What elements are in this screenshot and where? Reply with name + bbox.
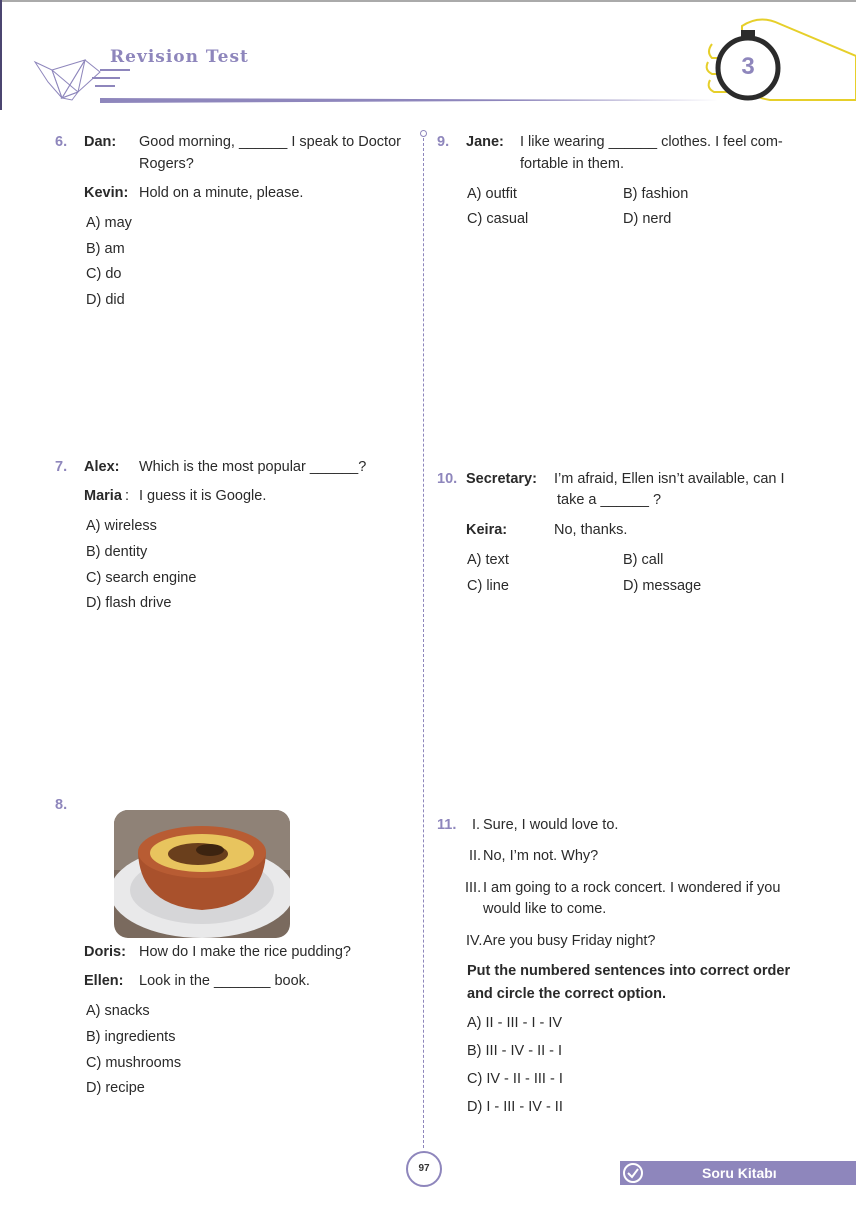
question-number: 10.: [437, 471, 458, 487]
rice-pudding-image: [114, 810, 290, 938]
speaker-name: Doris:: [84, 944, 126, 960]
dialogue-text: I guess it is Google.: [139, 488, 267, 504]
option-a[interactable]: A) snacks: [86, 1003, 150, 1019]
instruction-text: Put the numbered sentences into correct order: [467, 963, 791, 979]
speaker-name: Jane:: [466, 134, 504, 150]
check-mark-icon: [626, 1166, 640, 1180]
sentence-numeral: II.: [469, 848, 482, 864]
option-b[interactable]: B) call: [623, 552, 664, 568]
question-number: 6.: [55, 134, 68, 150]
option-d[interactable]: D) nerd: [623, 211, 672, 227]
dialogue-text: I like wearing ______ clothes. I feel com-: [520, 134, 783, 150]
option-d[interactable]: D) I - III - IV - II: [467, 1099, 563, 1115]
dialogue-text: Good morning, ______ I speak to Doctor: [139, 134, 401, 150]
option-d[interactable]: D) message: [623, 578, 702, 594]
option-d[interactable]: D) did: [86, 292, 125, 308]
speaker-name: Keira:: [466, 522, 508, 538]
option-b[interactable]: B) fashion: [623, 186, 689, 202]
stopwatch-hand-icon: [707, 19, 856, 100]
option-c[interactable]: C) IV - II - III - I: [467, 1071, 563, 1087]
option-b[interactable]: B) dentity: [86, 544, 148, 560]
option-c[interactable]: C) mushrooms: [86, 1055, 182, 1071]
dialogue-text: No, thanks.: [554, 522, 628, 538]
speaker-name: Ellen:: [84, 973, 124, 989]
dialogue-text: How do I make the rice pudding?: [139, 944, 351, 960]
book-label: Soru Kitabı: [702, 1165, 777, 1181]
speaker-name: Maria: [84, 488, 122, 504]
speaker-name: Kevin:: [84, 185, 129, 201]
speaker-name: Dan:: [84, 134, 117, 150]
option-b[interactable]: B) am: [86, 241, 125, 257]
option-c[interactable]: C) casual: [467, 211, 529, 227]
sentence-text: would like to come.: [483, 901, 607, 917]
question-number: 8.: [55, 797, 68, 813]
dialogue-text: Rogers?: [139, 156, 194, 172]
dialogue-text: fortable in them.: [520, 156, 624, 172]
page-title: Revision Test: [110, 47, 249, 67]
sentence-text: No, I’m not. Why?: [483, 848, 599, 864]
dialogue-text: Which is the most popular ______?: [139, 459, 367, 475]
option-c[interactable]: C) do: [86, 266, 122, 282]
option-c[interactable]: C) line: [467, 578, 509, 594]
question-number: 7.: [55, 459, 68, 475]
option-a[interactable]: A) wireless: [86, 518, 157, 534]
dialogue-text: I’m afraid, Ellen isn’t available, can I: [554, 471, 785, 487]
dialogue-text: take a ______ ?: [557, 492, 662, 508]
sentence-numeral: I.: [472, 817, 481, 833]
test-number: 3: [741, 53, 755, 80]
dialogue-text: Look in the _______ book.: [139, 973, 310, 989]
option-a[interactable]: A) may: [86, 215, 132, 231]
question-number: 9.: [437, 134, 450, 150]
sentence-text: Sure, I would love to.: [483, 817, 619, 833]
page-number: 97: [406, 1151, 442, 1187]
speaker-colon: :: [125, 488, 130, 504]
sentence-text: Are you busy Friday night?: [483, 933, 656, 949]
speaker-name: Alex:: [84, 459, 120, 475]
sentence-text: I am going to a rock concert. I wondered if you: [483, 880, 781, 896]
divider-dot-top: [420, 130, 427, 137]
instruction-text: and circle the correct option.: [467, 986, 667, 1002]
sentence-numeral: III.: [465, 880, 482, 896]
option-c[interactable]: C) search engine: [86, 570, 197, 586]
dialogue-text: Hold on a minute, please.: [139, 185, 304, 201]
option-d[interactable]: D) flash drive: [86, 595, 172, 611]
option-a[interactable]: A) II - III - I - IV: [467, 1015, 563, 1031]
option-b[interactable]: B) ingredients: [86, 1029, 176, 1045]
speaker-name: Secretary:: [466, 471, 537, 487]
option-a[interactable]: A) outfit: [467, 186, 517, 202]
sentence-numeral: IV.: [466, 933, 483, 949]
option-b[interactable]: B) III - IV - II - I: [467, 1043, 563, 1059]
question-number: 11.: [437, 817, 457, 833]
book-label-tag: [620, 1161, 856, 1185]
column-divider: [423, 133, 424, 1148]
option-a[interactable]: A) text: [467, 552, 509, 568]
origami-bird-icon: [35, 60, 100, 100]
option-d[interactable]: D) recipe: [86, 1080, 145, 1096]
